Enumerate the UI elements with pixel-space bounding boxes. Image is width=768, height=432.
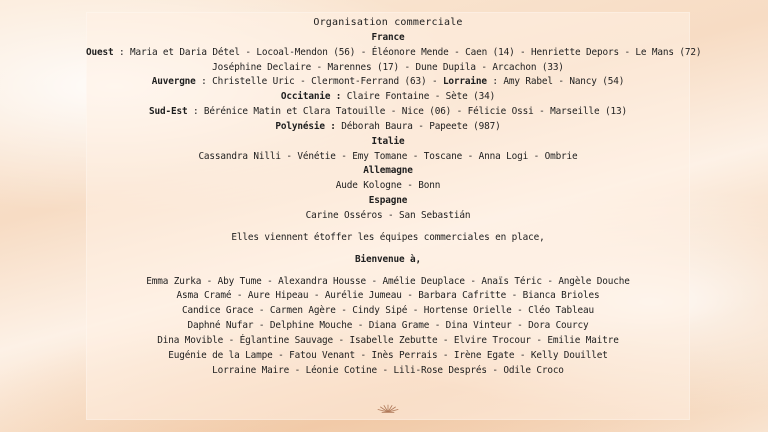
spacer [86, 268, 690, 275]
country-heading-france [86, 31, 690, 46]
spacer [86, 224, 690, 231]
country-entries-espagne: Carine Osséros - San Sebastián [305, 209, 471, 221]
country-heading-allemagne [86, 164, 690, 179]
country-label: Allemagne [363, 165, 413, 177]
region-line-occitanie [86, 90, 690, 105]
document-body [86, 16, 702, 378]
welcome-heading [86, 253, 690, 268]
country-heading-espagne [86, 194, 690, 209]
page-title: Organisation commerciale [313, 17, 463, 28]
welcome-label: Bienvenue à, [355, 253, 421, 265]
welcome-names-line: Eugénie de la Lampe - Fatou Venant - Inès Perrais - Irène Egate - Kelly Douillet [168, 349, 608, 361]
welcome-names-line: Candice Grace - Carmen Agère - Cindy Sipé - Hortense Orielle - Cléo Tableau [181, 305, 595, 317]
region-entries: : Christelle Uric - Clermont-Ferrand (63) - [195, 76, 443, 88]
region-entries: Déborah Baura - Papeete (987) [335, 120, 501, 132]
welcome-names-line: Emma Zurka - Aby Tume - Alexandra Housse - Amélie Deuplace - Anaïs Téric - Angèle Douche [146, 275, 630, 287]
country-heading-italie [86, 135, 690, 150]
region-entries: : Bérénice Matin et Clara Tatouille - Nice (06) - Félicie Ossi - Marseille (13) [187, 106, 627, 118]
country-label: Espagne [368, 195, 408, 207]
region-line-ouest [86, 46, 702, 61]
region-line-sud-est [86, 105, 690, 120]
region-label: Auvergne [151, 76, 196, 88]
country-entries-italie: Cassandra Nilli - Vénétie - Emy Tomane - Toscane - Anna Logi - Ombrie [198, 150, 578, 162]
region-line-auvergne-lorraine [86, 75, 690, 90]
country-label: Italie [371, 135, 405, 147]
welcome-names-line: Daphné Nufar - Delphine Mouche - Diana Grame - Dina Vinteur - Dora Courcy [187, 320, 589, 332]
spacer [86, 246, 690, 253]
welcome-names-line: Dina Movible - Églantine Sauvage - Isabelle Zebutte - Elvire Trocour - Emilie Maitre [157, 334, 619, 346]
country-entries-allemagne: Aude Kologne - Bonn [335, 180, 441, 192]
region-line-ouest-continued: Joséphine Declaire - Marennes (17) - Dune Dupila - Arcachon (33) [212, 61, 564, 73]
region-label: Polynésie : [275, 120, 336, 132]
region-label: Occitanie : [280, 91, 342, 103]
region-label: Lorraine [442, 76, 487, 88]
region-label: Sud-Est [148, 106, 188, 118]
welcome-names-line: Asma Cramé - Aure Hipeau - Aurélie Jumeau - Barbara Cafritte - Bianca Brioles [176, 290, 600, 302]
region-entries: : Amy Rabel - Nancy (54) [486, 76, 625, 88]
country-label: France [371, 31, 405, 43]
content-panel [86, 12, 702, 420]
region-entries: : Maria et Daria Détel - Locoal-Mendon (56) - Éléonore Mende - Caen (14) - Henriette Depors - Le Mans (72) [113, 46, 702, 58]
region-label: Ouest [86, 46, 114, 58]
welcome-names-line: Lorraine Maire - Léonie Cotine - Lili-Rose Després - Odile Croco [212, 364, 564, 376]
region-entries: Claire Fontaine - Sète (34) [341, 91, 496, 103]
intro-sentence: Elles viennent étoffer les équipes commerciales en place, [231, 231, 545, 243]
region-line-polynesie [86, 120, 690, 135]
sunburst-ornament-icon [376, 403, 400, 413]
